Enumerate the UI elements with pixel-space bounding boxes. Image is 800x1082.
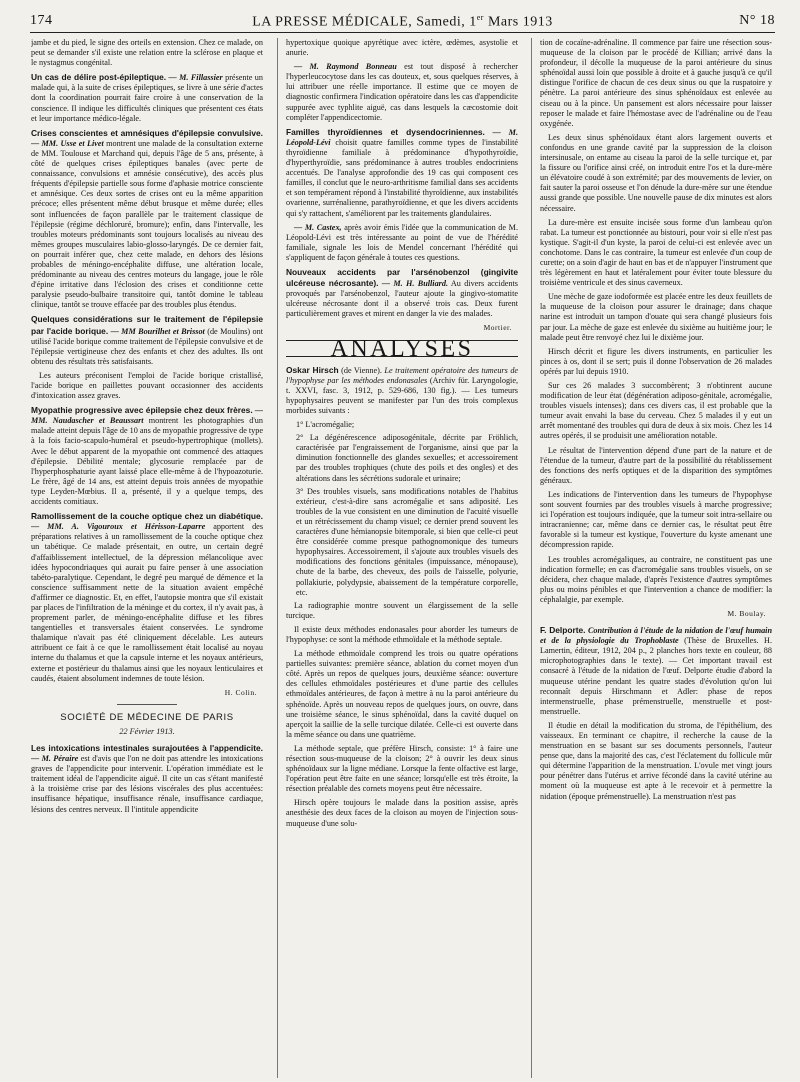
article-body: choisit quatre familles comme types de l'instabilité thyroïdienne familiale à prédominance d'hypothyroïdie, d'hyperthyroïdie, sans prédominance à autres troubles endocriniens accentués. De l'analyse approfondie des 19 cas qui composent ces familles, il conclut que le neuro-arthritisme familial dans ses accidents et son tempérament répond à l'instabilité thyroïdienne, aux instabilités ovarienne, surrénalienne, parathyroïdienne, et que les divers accidents qui s'y rattachent, s'améliorent par les traitements glandulaires. bbox=[286, 137, 518, 218]
article-author: — M. Léopold-Lévi bbox=[286, 127, 518, 147]
article bbox=[286, 267, 518, 319]
column-divider bbox=[277, 38, 278, 1078]
column-divider bbox=[531, 38, 532, 1078]
article-author: — M. Castex, bbox=[294, 222, 342, 232]
article bbox=[31, 314, 263, 366]
article-body: montrent les photographies d'un malade atteint depuis l'âge de 10 ans de myopathie progressive de type à la fois facio-scapulo-huméral et pseudo-hypertrophique (mollets). Avec le début apparent de la myopathie ont commencé des attaques d'épilepsie. Débilité mentale; glycosurie remplacée par de l'hyperphosphaturie ayant laissé place elle-même à de l'hypoazoturie. Le frère, âgé de 14 ans, est atteint depuis trois années de myopathie type Leyden-Mœbius. Il a, présenté, il y a quelque temps, des accidents comitiaux. bbox=[31, 416, 263, 507]
article-title: Familles thyroïdiennes et dysendocriniennes. bbox=[286, 126, 485, 137]
journal-title: LA PRESSE MÉDICALE, Samedi, 1er Mars 1913 bbox=[252, 13, 553, 30]
paragraph: Les indications de l'intervention dans les tumeurs de l'hypophyse sont souvent fournies par des troubles visuels à marche progressive; ici l'opération est toujours indiquée, que la tumeur soit intra-sellaire ou intracranienne; car, même dans ce dernier cas, le résultat peut être favorable si la tumeur est kystique, l'ouverture du kyste amenant une décompression rapide. bbox=[540, 489, 772, 550]
paragraph: Les auteurs préconisent l'emploi de l'acide borique cristallisé, l'acide borique en paillettes pouvant occasionner des accidents d'intoxication assez graves. bbox=[31, 370, 263, 401]
article-author: — MM. Usse et Livet bbox=[31, 138, 104, 148]
article-title: Crises conscientes et amnésiques d'épilepsie convulsive. bbox=[31, 127, 263, 138]
article bbox=[540, 625, 772, 717]
article bbox=[286, 127, 518, 219]
paragraph: La dure-mère est ensuite incisée sous forme d'un lambeau qu'on rabat. La tumeur est ponctionnée au bistouri, pour voir si elle n'est pas kystique. S'agit-il d'un kyste, la paroi de celui-ci est enlevée avec un conchotome. Dans le cas contraire, la tumeur est enlevée d'un coup de curette; on a soin d'agir de haut en bas et de n'appuyer l'instrument que très légèrement en haut et latéralement pour éviter toute blessure du troisième ventricule et des sinus caverneux. bbox=[540, 217, 772, 288]
article-body: est d'avis que l'on ne doit pas attendre les intoxications graves de l'appendicite pour intervenir. L'opération immédiate est le traitement idéal de l'appendicite aiguë. Il cite un cas s'étant manifesté à la troisième crise par des lésions viscérales des plus accentuées: insuffisance hépatique, insuffisance rénale, insuffisance cardiaque, lésions des centres nerveux. Il l'intitule appendicite bbox=[31, 754, 263, 814]
paragraph: Sur ces 26 malades 3 succombèrent; 3 n'obtinrent aucune modification de leur état (dégénération adiposo-génitale, acromégalie, troubles visuels intenses); dans ces divers cas, il est probable que la tumeur avait envahi la base du cerveau. Chez 5 malades il y eut un arrêt momentané des troubles qui dura de deux à six mois. Chez les 14 autres opérés, il se produisit une amélioration notable. bbox=[540, 381, 772, 441]
paragraph: Les deux sinus sphénoïdaux étant alors largement ouverts et confondus en une grande cavité par la suppression de la cloison intersinusale, on entame au ciseau la paroi de la selle turcique et, par la fissure ou l'orifice ainsi créé, on introduit entre l'os et la dure-mère un élévatoire coudé à son extrémité; par des mouvements de levier, on fait sauter la paroi osseuse et l'on dénude la dure-mère sur une étendue aussi grande que possible. Une nouvelle pause de dix minutes est alors nécessaire. bbox=[540, 132, 772, 213]
section-title: SOCIÉTÉ DE MÉDECINE DE PARIS bbox=[60, 711, 234, 723]
article-author: — M. Raymond Bonneau bbox=[294, 62, 397, 72]
signature: M. Boulay. bbox=[727, 608, 766, 618]
paragraph: Une mèche de gaze iodoformée est placée entre les deux feuillets de la muqueuse de la cloison pour assurer le drainage; dans chaque narine est introduit un tampon d'ouate qui sera changé plusieurs fois par jour. La mèche de gaze est enlevée du sixième au huitième jour; le malade peut être renvoyé chez lui le dixième jour. bbox=[540, 292, 772, 342]
article-author: — MM. Naudascher et Beaussart bbox=[31, 406, 263, 426]
article-body: après avoir émis l'idée que la communication de M. Léopold-Lévi est très intéressante au point de vue de l'hérédité familiale, signale les lois de Mendel concernant l'hérédité qui s'appliquent de façon générale à toutes ces questions. bbox=[286, 222, 518, 262]
article bbox=[286, 365, 518, 416]
article-body: Au divers accidents provoqués par l'arsénobenzol, l'auteur ajoute la gingivo-stomatite ulcéreuse nécrosante dont il a observé trois cas. Deux furent particulièrement graves et mirent en danger la vie des malades. bbox=[286, 279, 518, 319]
article-body: présente un malade qui, à la suite de crises épileptiques, se livre à une série d'actes dont la coordination pourrait faire croire à une conservation de la conscience. Il indique les difficultés cliniques que présentent ces états et leur importance médico-légale. bbox=[31, 73, 263, 123]
column-middle bbox=[286, 38, 518, 1078]
article bbox=[31, 405, 263, 507]
paragraph: Le résultat de l'intervention dépend d'une part de la nature et de l'étendue de la tumeur, d'autre part de la possibilité du rétablissement des fonctions des nerfs optiques et de la disparition des symptômes généraux. bbox=[540, 445, 772, 485]
header-rule bbox=[30, 32, 775, 33]
paragraph: Il existe deux méthodes endonasales pour aborder les tumeurs de l'hypophyse: ce sont la méthode ethmoïdale et la méthode septale. bbox=[286, 624, 518, 644]
list-item: 2° La dégénérescence adiposogénitale, décrite par Fröhlich, caractérisée par l'engraissement de l'organisme, ainsi que par la diminution fonctionnelle des glandes sexuelles; et accessoirement par des troubles trophiques (chute des poils et des ongles) et des altérations dans les sécrétions sudorale et urinaire; bbox=[296, 433, 518, 483]
article-title: Myopathie progressive avec épilepsie chez deux frères. bbox=[31, 405, 253, 416]
list-item: 1° L'acromégalie; bbox=[296, 420, 355, 430]
article bbox=[31, 743, 263, 815]
article-author: Oskar Hirsch bbox=[286, 364, 339, 375]
article-body: est tout disposé à rechercher l'hyperleucocytose dans les cas douteux, et, sous quelques réserves, à lui attribuer une réelle importance. Il estime que ce moyen de diagnostic confirmera l'indication opératoire dans les cas d'appendicite suppurée avec typhlite aiguë, cas dans lesquels la cæcostomie doit compléter l'appendicectomie. bbox=[286, 62, 518, 122]
article bbox=[31, 128, 263, 311]
signature: H. Colin. bbox=[224, 687, 257, 697]
signature: Mortier. bbox=[483, 323, 512, 333]
paragraph: Les troubles acromégaliques, au contraire, ne constituent pas une indication formelle; en cas d'acromégalie sans troubles visuels, on se décidera, chez chaque malade, d'après l'existence d'autres symptômes plus ou moins pénibles et que l'intervention a chance de modifier: la céphalalgie, par exemple. bbox=[540, 554, 772, 604]
article bbox=[31, 72, 263, 123]
article-title: Contribution à l'étude de la nidation de l'œuf humain et de la physiologie du Trophoblaste bbox=[540, 626, 772, 646]
article-body: apportent des préparations relatives à un ramollissement de la couche optique chez un tabétique. Ce malade présentait, en outre, un certain degré d'affaiblissement intellectuel, de la dépression mélancolique avec idées hypocondriaques qui aurait pu faire penser à une association tabéto-paralytique. Cependant, le degré peu marqué de démence et la conscience suffisamment nette de la situation avaient empêché d'affirmer ce diagnostic. Et, en effet, l'autopsie montra que s'il existait par places de l'infiltration de la méninge et du cortex, il n'y avait pas, à proprement parler, de méningo-encéphalite diffuse et les fibres tangentielles et transversales étaient conservées. Le syndrome thalamique n'avait pas été cliniquement décelable. Les auteurs attribuent ce fait à ce que le ramollissement était localisé au noyau interne du thalamus et que la capsule interne et les noyaux antérieurs, externe et postérieur du thalamus ainsi que les noyaux lenticulaires et caudés, étaient absolument indemnes de toute lésion. bbox=[31, 522, 263, 683]
paragraph: hypertoxique quoique apyrétique avec ictère, œdèmes, asystolie et anurie. bbox=[286, 38, 518, 58]
paragraph: La méthode ethmoïdale comprend les trois ou quatre opérations partielles suivantes: première séance, ablation du cornet moyen d'un côté. Après un repos de quelques jours, deuxième séance: ouverture des cellules ethmoïdales postérieures et d'une partie des cellules ethmoïdales antérieures, de façon à mettre à nu la paroi antérieure du sphénoïde. Après un nouveau repos de quelques jours, on ouvre, dans une troisième séance, le sinus sphénoïdal, dans la cavité duquel on aperçoit la saillie de la selle turcique dilatée. Celle-ci est ouverte dans la même séance ou dans une quatrième. bbox=[286, 649, 518, 739]
analyses-heading: ANALYSES bbox=[286, 340, 518, 357]
article-title: Ramollissement de la couche optique chez un diabétique. bbox=[31, 511, 263, 522]
article-body: (de Moulins) ont utilisé l'acide borique comme traitement de l'épilepsie convulsive et de l'épilepsie vertigineuse chez des enfants et chez des adultes. Ils ont obtenu des résultats très satisfaisants. bbox=[31, 326, 263, 366]
article-author: — M. H. Bulliard. bbox=[381, 279, 448, 289]
issue-number: N° 18 bbox=[739, 13, 775, 28]
article-reference: (Thèse de Bruxelles. H. Lamertin, éditeur, 1912, 204 p., 2 planches hors texte en couleur, 88 microphotographies dans le texte). — Cet important travail est consacré à l'étude de la nidation de l'œuf. Delporte étudie d'abord la muqueuse utérine pendant les quatre stades d'évolution qu'on lui reconnaît depuis Hirschmann et Adler: phase de repos intermenstruelle, phase prémenstruelle, menstruelle et post-menstruelle. bbox=[540, 636, 772, 716]
paragraph: Hirsch opère toujours le malade dans la position assise, après anesthésie des deux faces de la cloison au moyen de l'injection sous-muqueuse d'une solu- bbox=[286, 798, 518, 828]
column-right bbox=[540, 38, 772, 1078]
article-body: montrent une malade de la consultation externe de MM. Toulouse et Marchand qui, depuis l'âge de 5 ans, présente, à côté de quelques crises épileptiques banales (avec perte de connaissance, convulsions et amnésie consécutive), des accès plus fréquents d'épilepsie partielle sous forme d'aphasie motrice consciente et amnésique. Ces deux sortes de crises ont eu la même apparition précoce; elles présentent même début brusque et même durée; elles sont influencées de façon parallèle par le traitement classique de l'épilepsie (régime déchloruré, bromure); enfin, dans l'intervalle, les troubles moteurs prédominants sont toujours localisés au niveau des mêmes groupes musculaires labio-glosso-laryngés. De ce dernier fait, on pourrait inférer que, chez cette malade, en dehors des lésions probables de méningo-encéphalite diffuse, une altération locale, prédominante au niveau des centres moteurs du langage, joue le rôle d'épine irritative dans l'éclosion des crises et conditionne cette paralysie pseudo-bulbaire transitoire qui, tantôt domine le tableau clinique, tantôt se trouve effacée par des troubles plus étendus. bbox=[31, 138, 263, 310]
paragraph: tion de cocaïne-adrénaline. Il commence par faire une résection sous-muqueuse de la cloison par le procédé de Killian; arrivé dans la profondeur, il décolle la muqueuse de la paroi antérieure du sinus sphénoïdal aussi loin que possible à droite et à gauche jusqu'à ce qu'il distingue l'orifice de chacun de ces deux sinus ou que la ruspatoire y pénètre. La paroi antérieure des sinus sphénoïdaux est enlevée au ciseau ou à la pince. Un pansement est alors nécessaire pour laisser reposer le malade et faire l'hémostase avec de l'adrénaline ou de l'eau oxygénée. bbox=[540, 38, 772, 128]
column-left bbox=[31, 38, 263, 1078]
article-reference: (Archiv für. Laryngologie, t. XXVI, fasc. 3, 1912, p. 529-686, 130 fig.). — Les tumeurs hypophysaires peuvent se manifester par l'un des trois complexus morbides suivants : bbox=[286, 375, 518, 415]
article-author: — MM Bourilhet et Brissot bbox=[110, 326, 205, 336]
paragraph: jambe et du pied, le signe des orteils en extension. Chez ce malade, on peut se demander s'il existe une relation entre la sclérose en plaque et le nystagmus congénital. bbox=[31, 38, 263, 68]
list-item: 3° Des troubles visuels, sans modifications notables de l'habitus extérieur, c'est-à-dire sans acromégalie et sans adiposité. Les troubles de la vue consistent en une diminution de l'acuité visuelle et un rétrécissement du champ visuel; ce dernier prend souvent les caractères d'une hémianopsie bitemporale, si bien que celle-ci peut être considérée comme presque pathognomonique des tumeurs hypophysaires. Accessoirement, il s'ajoute aux troubles visuels des modifications des fonctions génitales (impuissance, ménopause), chute de la barbe, des cheveux, des poils de l'aisselle, polyurie, pollakiurie, polydypsie, abaissement de la température corporelle, etc. bbox=[296, 486, 518, 597]
article-title: Le traitement opératoire des tumeurs de l'hypophyse par les méthodes endonasales bbox=[286, 365, 518, 385]
article-place: (de Vienne). bbox=[341, 365, 382, 375]
article bbox=[286, 223, 518, 263]
article-title: Un cas de délire post-épileptique. bbox=[31, 72, 167, 83]
paragraph: La radiographie montre souvent un élargissement de la selle turcique. bbox=[286, 600, 518, 620]
article bbox=[31, 511, 263, 684]
paragraph: La méthode septale, que préfère Hirsch, consiste: 1° à faire une résection sous-muqueuse de la cloison; 2° à ouvrir les deux sinus sphénoïdaux sur la ligne médiane. Lorsque la fente olfactive est large, l'opération peut être faite en une séance; lorsqu'elle est très étroite, la résection préalable des cornets moyens peut être nécessaire. bbox=[286, 743, 518, 794]
paragraph: Il étudie en détail la modification du stroma, de l'épithélium, des vaisseaux. En terminant ce chapitre, il recherche la cause de la menstruation en se basant sur ses documents personnels, l'auteur pense que, dans la majorité des cas, c'est l'éclatement du follicule mûr qui détermine l'apparition de la menstruation. L'ovule met vingt jours pour pénétrer dans l'utérus et arrive fécondé dans la cavité utérine au moment où la muqueuse est apte à le recevoir et à permettre la nidation (époque prémenstruelle). La menstruation n'est pas bbox=[540, 720, 772, 801]
paragraph: Hirsch décrit et figure les divers instruments, en particulier les pinces à os, dont il se sert; puis il donne l'observation de 26 malades opérés par lui depuis 1910. bbox=[540, 346, 772, 376]
section-date: 22 Février 1913. bbox=[119, 726, 175, 736]
article-title: Quelques considérations sur le traitement de l'épilepsie par l'acide borique. bbox=[31, 314, 263, 336]
page-number: 174 bbox=[30, 13, 53, 28]
article-author: — M. Péraire bbox=[31, 754, 79, 764]
article-author: — MM. A. Vigouroux et Hérisson-Laparre bbox=[31, 522, 206, 532]
section-rule bbox=[117, 704, 177, 705]
article bbox=[286, 62, 518, 123]
article-author: — M. Fillassier bbox=[168, 73, 223, 83]
article-title: Les intoxications intestinales surajoutées à l'appendicite. bbox=[31, 743, 263, 753]
article-author: F. Delporte. bbox=[540, 625, 586, 636]
article-title: Nouveaux accidents par l'arsénobenzol (gingivite ulcéreuse nécrosante). bbox=[286, 266, 518, 289]
